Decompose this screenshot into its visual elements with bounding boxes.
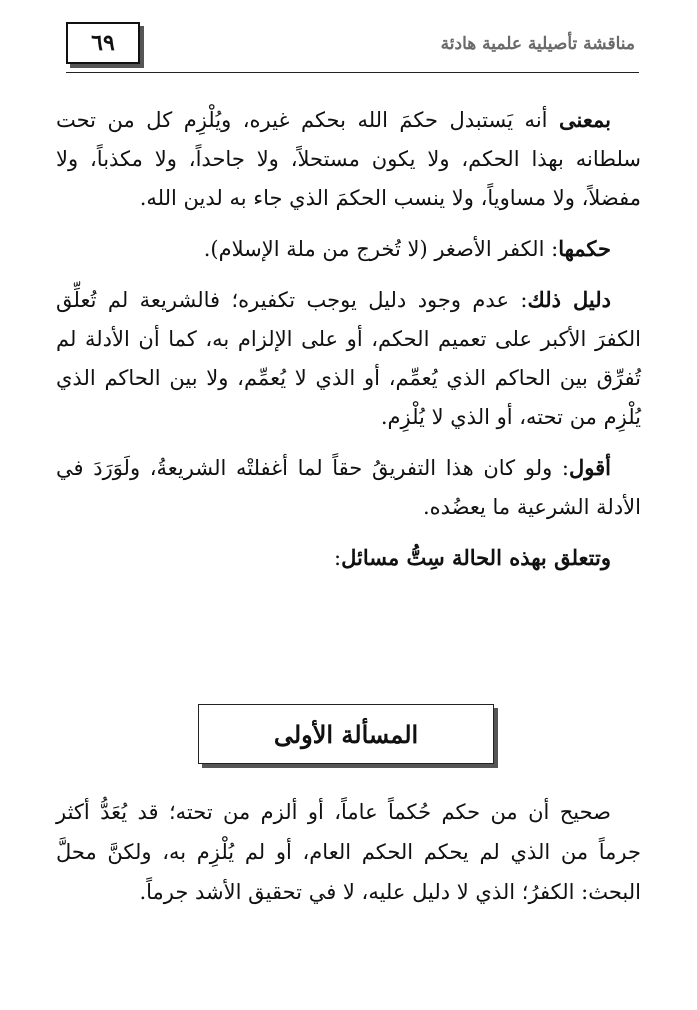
section-title: المسألة الأولى <box>273 719 419 749</box>
paragraph-lead: دليل ذلك <box>527 287 611 312</box>
paragraph-lead: حكمها <box>558 236 611 261</box>
paragraph-issues-intro <box>56 538 641 578</box>
lead-separator: : <box>544 237 559 261</box>
paragraph-ruling <box>56 229 641 269</box>
paragraph-text: أنه يَستبدل حكمَ الله بحكم غيره، ويُلْزِم كل من تحت سلطانه بهذا الحكم، ولا يكون مستحلاً، ولا جاحداً، ولا مكذباً، ولا مفضلاً، ولا مساوياً، ولا ينسب الحكمَ الذي جاء به لدين الله. <box>56 108 641 210</box>
page-number: ٦٩ <box>91 30 115 56</box>
paragraph-lead: بمعنى <box>559 107 611 132</box>
main-text <box>56 100 641 589</box>
closing-paragraph: صحيح أن من حكم حُكماً عاماً، أو ألزم من تحته؛ قد يُعَدُّ أكثر جرماً من الذي لم يحكم الحكم العام، أو لم يُلْزِم به، ولكنَّ محلَّ البحث: الكفرُ؛ الذي لا دليل عليه، لا في تحقيق الأشد جرماً. <box>56 800 641 904</box>
lead-separator <box>548 108 560 132</box>
page-number-box <box>66 22 140 64</box>
lead-separator: : <box>509 288 528 312</box>
closing-text <box>56 792 641 912</box>
paragraph-i-say <box>56 448 641 527</box>
paragraph-text: ولو كان هذا التفريقُ حقاً لما أغفلتْه الشريعةُ، ولَوَرَدَ في الأدلة الشرعية ما يعضُده. <box>56 456 641 519</box>
paragraph-lead: أقول <box>569 455 611 480</box>
lead-separator: : <box>552 456 569 480</box>
paragraph-evidence <box>56 280 641 437</box>
paragraph-text: الكفر الأصغر (لا تُخرج من ملة الإسلام). <box>203 237 545 261</box>
section-heading-box <box>198 704 494 764</box>
header-rule <box>66 72 639 73</box>
paragraph-text: عدم وجود دليل يوجب تكفيره؛ فالشريعة لم تُعلِّق الكفرَ الأكبر على تعميم الحكم، أو على الإلزام به، كما أن الأدلة لم تُفرِّق بين الحاكم الذي يُعمِّم، أو الذي لا يُعمِّم، ولا بين الحاكم الذي يُلْزِم من تحته، أو الذي لا يُلْزِم. <box>56 288 641 429</box>
running-title: مناقشة تأصيلية علمية هادئة <box>440 34 635 54</box>
paragraph-meaning <box>56 100 641 218</box>
lead-separator: : <box>334 546 342 570</box>
paragraph-lead: وتتعلق بهذه الحالة سِتُّ مسائل <box>341 545 611 570</box>
